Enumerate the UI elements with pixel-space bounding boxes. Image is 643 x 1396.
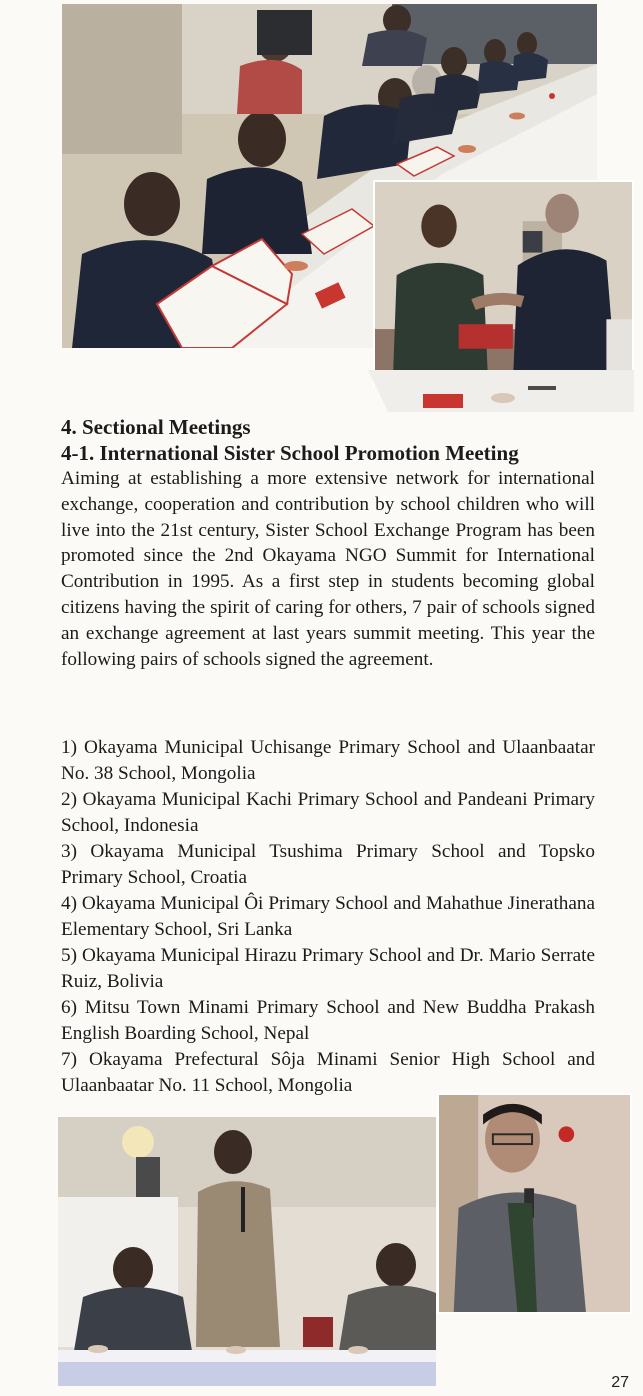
subsection-heading: 4-1. International Sister School Promotion Meeting bbox=[61, 441, 519, 465]
section-heading: 4. Sectional Meetings bbox=[61, 415, 251, 439]
tablecloth-strip bbox=[368, 370, 634, 412]
school-pair-item: 5) Okayama Municipal Hirazu Primary School and Dr. Mario Serrate Ruiz, Bolivia bbox=[61, 945, 595, 992]
school-pair-item: 7) Okayama Prefectural Sôja Minami Senior High School and Ulaanbaatar No. 11 School, Mongolia bbox=[61, 1049, 595, 1096]
school-pair-item: 4) Okayama Municipal Ôi Primary School and Mahathue Jinerathana Elementary School, Sri Lanka bbox=[61, 893, 595, 940]
intro-paragraph: Aiming at establishing a more extensive network for international exchange, cooperation and contribution by school children who will live into the 21st century, Sister School Exchange Program has been promoted since the 2nd Okayama NGO Summit for International Contribution in 1995. As a first step in students becoming global citizens having the spirit of caring for others, 7 pair of schools signed an exchange agreement at last years summit meeting. This year the following pairs of schools signed the agreement. bbox=[61, 468, 595, 670]
school-pair-item: 3) Okayama Municipal Tsushima Primary School and Topsko Primary School, Croatia bbox=[61, 841, 595, 888]
speaker-portrait-photo bbox=[437, 1093, 632, 1314]
school-pair-item: 2) Okayama Municipal Kachi Primary School and Pandeani Primary School, Indonesia bbox=[61, 789, 595, 836]
handshake-photo bbox=[373, 180, 634, 386]
meeting-speaker-photo bbox=[58, 1117, 436, 1386]
school-pair-item: 6) Mitsu Town Minami Primary School and New Buddha Prakash English Boarding School, Nepal bbox=[61, 997, 595, 1044]
page-number: 27 bbox=[611, 1374, 629, 1391]
school-pair-item: 1) Okayama Municipal Uchisange Primary School and Ulaanbaatar No. 38 School, Mongolia bbox=[61, 737, 595, 784]
